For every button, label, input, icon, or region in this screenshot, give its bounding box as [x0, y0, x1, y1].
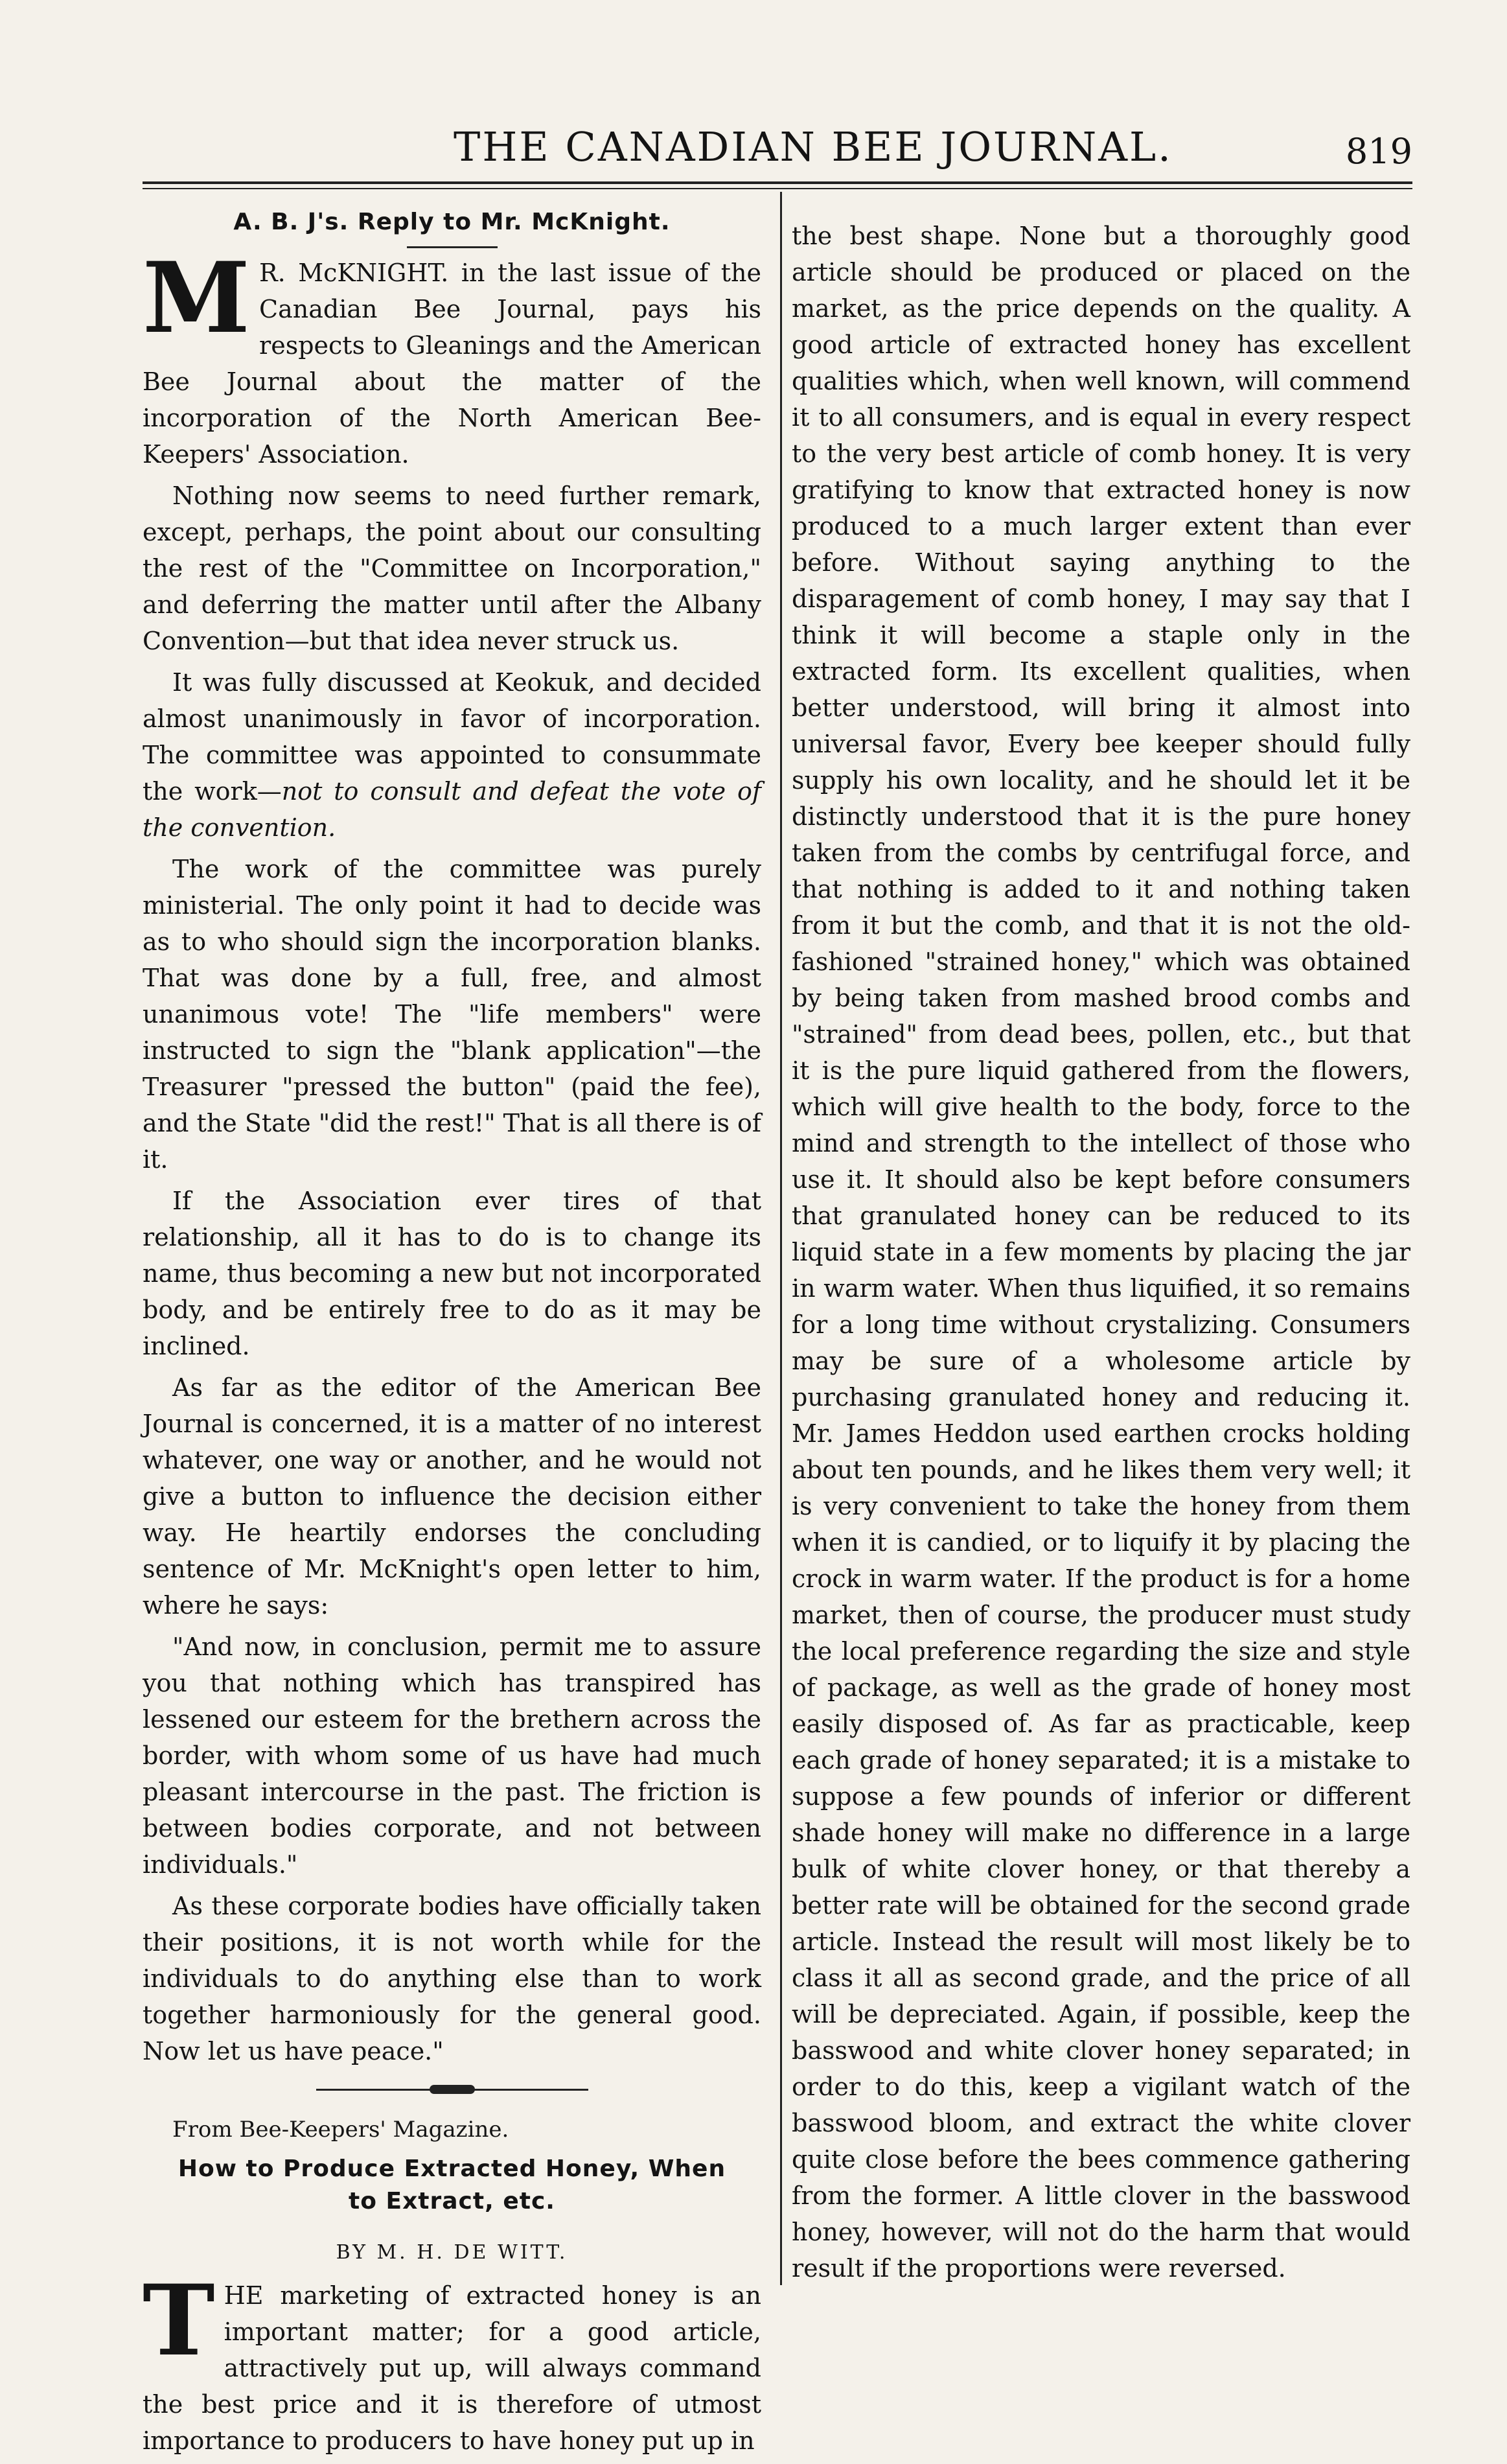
journal-title: THE CANADIAN BEE JOURNAL.: [454, 123, 1173, 170]
left-column: [143, 194, 761, 2464]
article2-paragraph-1-continued: the best shape. None but a thoroughly good article should be produced or placed on the market, as the price depends on the quality. A good article of extracted honey has excellent qualities which, when well known, will commend it to all consumers, and is equal in every respect to the very best article of comb honey. It is very gratifying to know that extracted honey is now produced to a much larger extent than ever before. Without saying anything to the disparagement of comb honey, I may say that I think it will become a staple only in the extracted form. Its excellent qualities, when better understood, will bring it almost into universal favor, Every bee keeper should fully supply his own locality, and he should let it be distinctly understood that it is the pure honey taken from the combs by centrifugal force, and that nothing is added to it and nothing taken from it but the comb, and that it is not the old-fashioned "strained honey," which was obtained by being taken from mashed brood combs and "strained" from dead bees, pollen, etc., but that it is the pure liquid gathered from the flowers, which will give health to the body, force to the mind and strength to the intellect of those who use it. It should also be kept before consumers that granulated honey can be reduced to its liquid state in a few moments by placing the jar in warm water. When thus liquified, it so remains for a long time without crystalizing. Consumers may be sure of a wholesome article by purchasing granulated honey and reducing it. Mr. James Heddon used earthen crocks holding about ten pounds, and he likes them very well; it is very convenient to take the honey from them when it is candied, or to liquify it by placing the crock in warm water. If the product is for a home market, then of course, the producer must study the local preference regarding the size and style of package, as well as the grade of honey most easily disposed of. As far as practicable, keep each grade of honey separated; it is a mistake to suppose a few pounds of inferior or different shade honey will make no difference in a large bulk of white clover honey, or that thereby a better rate will be obtained for the second grade article. Instead the result will most likely be to class it all as second grade, and the price of all will be depreciated. Again, if possible, keep the basswood and white clover honey separated; in order to do this, keep a vigilant watch of the basswood bloom, and extract the white clover quite close before the bees commence gathering from the former. A little clover in the basswood honey, however, will not do the harm that would result if the proportions were reversed.: [792, 222, 1410, 2283]
article1-paragraph-2: Nothing now seems to need further remark, except, perhaps, the point about our consulting the rest of the "Committee on Incorporation," and deferring the matter until after the Albany Convention—but that idea never struck us.: [143, 482, 761, 655]
ornament-divider: [316, 2089, 588, 2097]
title-rule: [407, 246, 498, 248]
article1-paragraph-3: [143, 664, 761, 846]
article2-title-line-1: How to Produce Extracted Honey, When: [178, 2156, 726, 2182]
article1-paragraph-1: [143, 241, 761, 472]
article1-paragraph-6: As far as the editor of the American Bee Journal is concerned, it is a matter of no interest whatever, one way or another, and he would not give a button to influence the decision either way. He heartily endorses the concluding sentence of Mr. McKnight's open letter to him, where he says:: [143, 1373, 761, 1620]
column-divider: [780, 192, 782, 2285]
article2-paragraph-1-left-text: HE marketing of extracted honey is an important matter; for a good article, attractively put up, will always command the best price and it is therefore of utmost importance to producers to have honey put up in: [143, 2281, 761, 2455]
running-head: [143, 117, 1412, 175]
right-column: [792, 194, 1410, 2292]
page-number: 819: [1345, 131, 1412, 172]
drop-cap-m: M: [143, 241, 251, 355]
article1-quote-2: As these corporate bodies have officially taken their positions, it is not worth while for the individuals to do anything else than to work together harmoniously for the general good. Now let us have peace.": [143, 1892, 761, 2065]
article2-source: From Bee-Keepers' Magazine.: [172, 2117, 509, 2143]
article1-paragraph-1-text: R. McKNIGHT. in the last issue of the Canadian Bee Journal, pays his respects to Gleanings and the American Bee Journal about the matter of the incorporation of the North American Bee-Keepers' Association.: [143, 259, 761, 469]
article2-title-line-2: to Extract, etc.: [349, 2188, 555, 2214]
article1-paragraph-3-text: It was fully discussed at Keokuk, and decided almost unanimously in favor of incorporation. The committee was appointed to consummate the work—: [143, 668, 761, 806]
article-title-reply: A. B. J's. Reply to Mr. McKnight.: [233, 209, 671, 235]
article1-paragraph-3-emphasis: not to consult and defeat the vote of the convention.: [143, 777, 761, 842]
article-title-extracted-honey: [143, 2153, 761, 2218]
article1-paragraph-5: If the Association ever tires of that relationship, all it has to do is to change its name, thus becoming a new but not incorporated body, and be entirely free to do as it may be inclined.: [143, 1187, 761, 1360]
article1-quote-1: "And now, in conclusion, permit me to assure you that nothing which has transpired has lessened our esteem for the brethern across the border, with whom some of us have had much pleasant intercourse in the past. The friction is between bodies corporate, and not between individuals.": [143, 1633, 761, 1879]
article2-paragraph-1: [143, 2264, 761, 2459]
drop-cap-t: T: [143, 2264, 215, 2378]
article2-byline: BY M. H. DE WITT.: [336, 2241, 568, 2264]
article1-paragraph-4: The work of the committee was purely ministerial. The only point it had to decide was as to who should sign the incorporation blanks. That was done by a full, free, and almost unanimous vote! The "life members" were instructed to sign the "blank application"—the Treasurer "pressed the button" (paid the fee), and the State "did the rest!" That is all there is of it.: [143, 855, 761, 1174]
header-rule: [143, 181, 1412, 184]
header-rule-thin: [143, 188, 1412, 189]
